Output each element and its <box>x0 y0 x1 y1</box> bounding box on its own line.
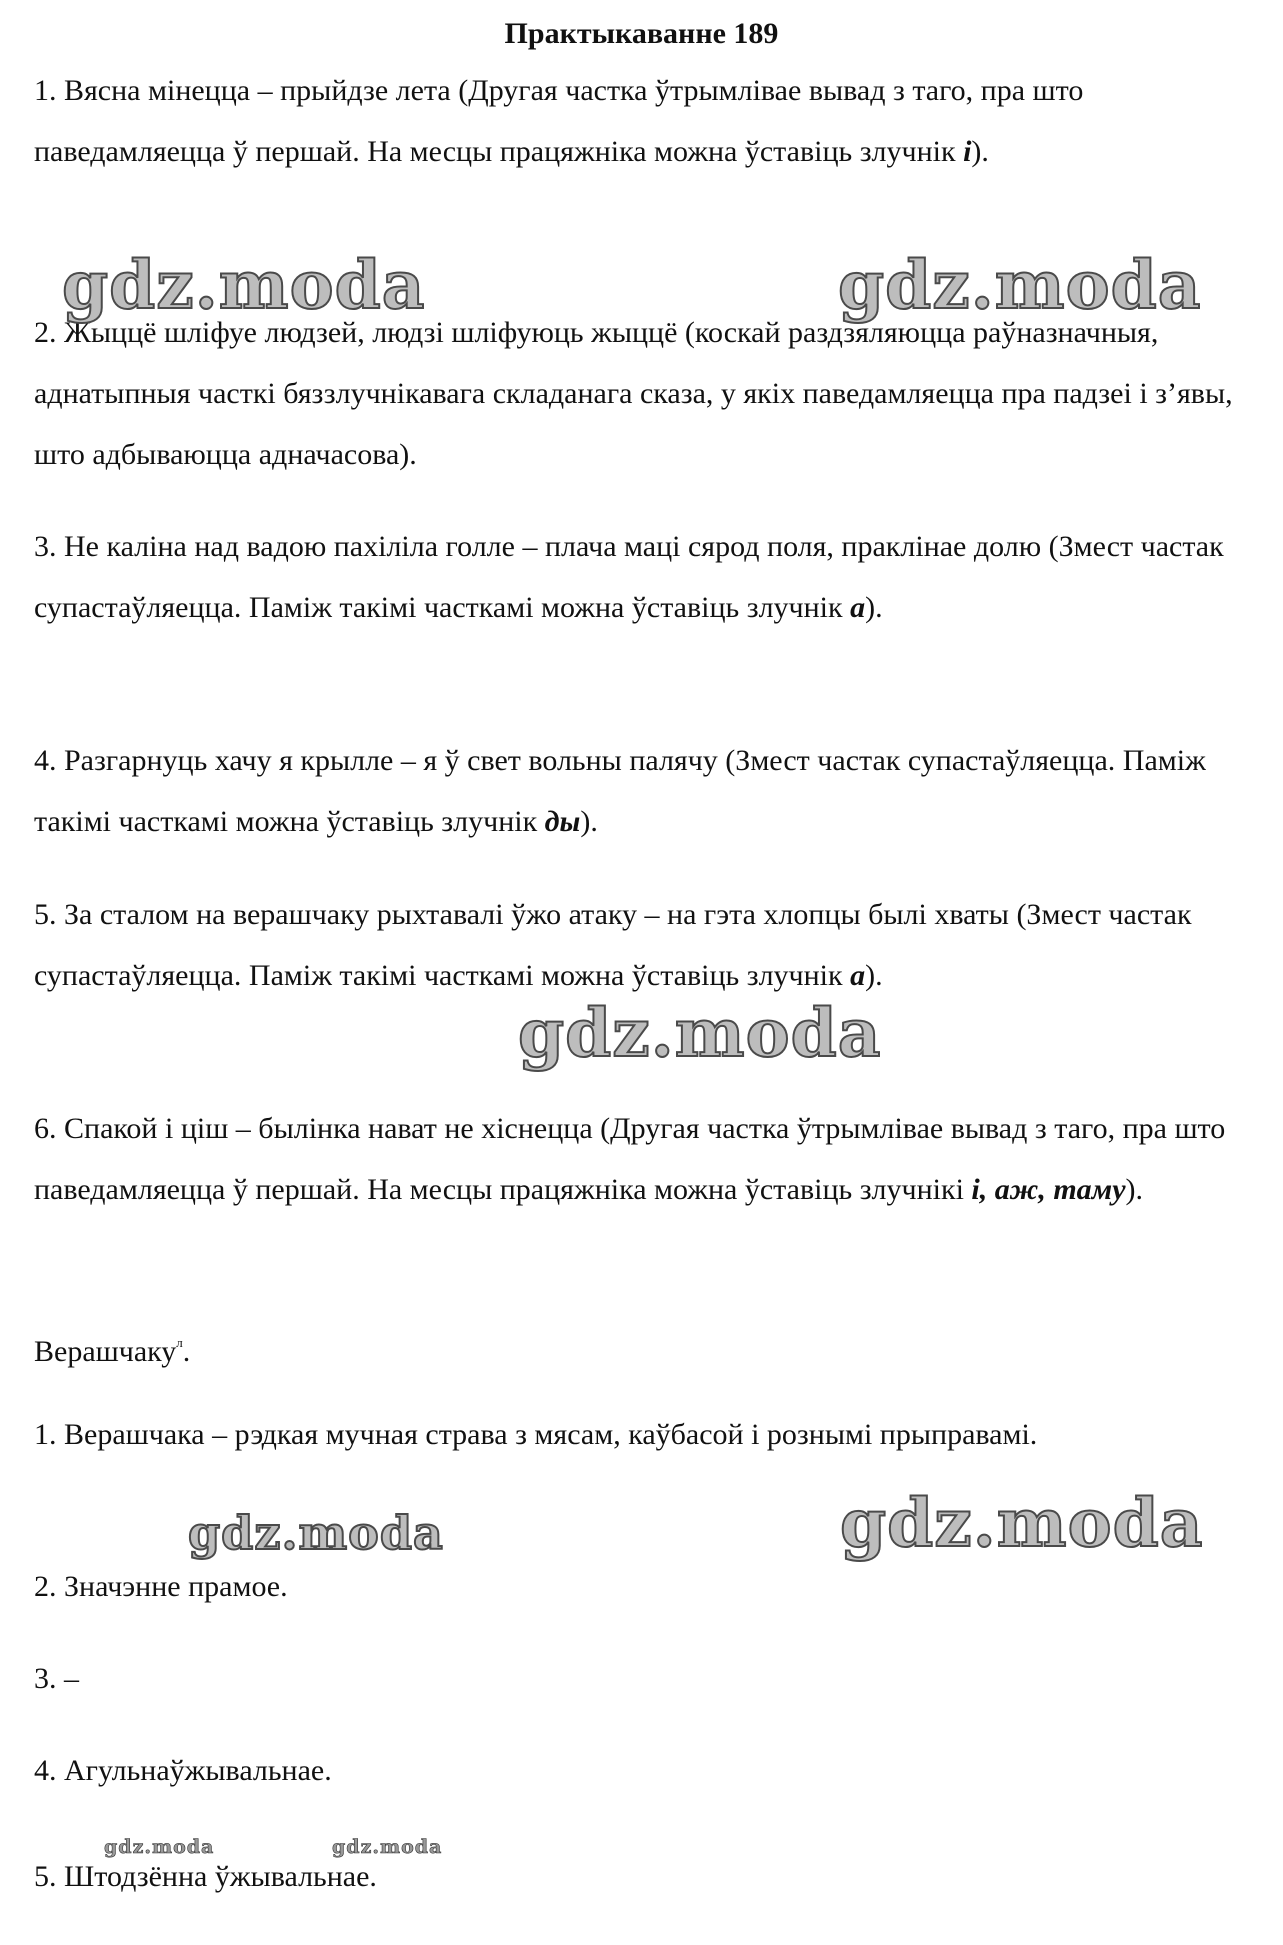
exercise-item-2 <box>34 302 1249 485</box>
word-text: Верашчаку <box>34 1335 177 1368</box>
item-number: 5. <box>34 898 57 931</box>
analysis-item-3 <box>34 1648 1249 1709</box>
page-title: Практыкаванне 189 <box>504 17 779 50</box>
item-tail: ). <box>865 959 883 992</box>
item-text: Вясна мінецца – прыйдзе лета (Другая частка ўтрымлівае вывад з таго, пра што паведамляецца ў першай. На месцы працяжніка можна ўставіць злучнік <box>34 74 1084 168</box>
item-tail: ). <box>580 805 598 838</box>
word-mark: л <box>176 1335 183 1350</box>
item-tail: ). <box>1125 1173 1144 1206</box>
word-tail: . <box>182 1335 191 1368</box>
exercise-item-5 <box>34 884 1249 1006</box>
item-text: Штодзённа ўжывальнае. <box>64 1860 377 1893</box>
item-number: 2. <box>34 1570 57 1603</box>
item-emphasis: а <box>850 591 866 624</box>
item-number: 1. <box>34 1418 57 1451</box>
item-emphasis: і, аж, таму <box>971 1173 1126 1206</box>
watermark: gdz.moda <box>840 1484 1204 1562</box>
analysis-item-2 <box>34 1556 1249 1617</box>
item-text: Разгарнуць хачу я крылле – я ў свет вольны палячу (Змест частак супастаўляецца. Паміж такімі часткамі можна ўставіць злучнік <box>34 744 1206 838</box>
analysis-item-1 <box>34 1404 1044 1465</box>
item-text: Значэнне прамое. <box>64 1570 288 1603</box>
item-tail: ). <box>865 591 883 624</box>
item-number: 4. <box>34 1754 57 1787</box>
item-text: – <box>64 1662 79 1695</box>
item-emphasis: а <box>850 959 866 992</box>
item-number: 2. <box>34 316 57 349</box>
exercise-item-1 <box>34 60 1249 182</box>
item-number: 6. <box>34 1112 57 1145</box>
item-text: Агульнаўжывальнае. <box>64 1754 332 1787</box>
item-number: 3. <box>34 530 57 563</box>
item-number: 1. <box>34 74 57 107</box>
watermark: gdz.moda <box>518 994 882 1072</box>
word-heading <box>34 1312 1249 1382</box>
item-text: За сталом на верашчаку рыхтавалі ўжо атаку – на гэта хлопцы былі хваты (Змест частак супастаўляецца. Паміж такімі часткамі можна ўставіць злучнік <box>34 898 1192 992</box>
item-emphasis: ды <box>544 805 581 838</box>
exercise-item-4 <box>34 730 1249 852</box>
item-text: Спакой і ціш – былінка нават не хіснецца (Другая частка ўтрымлівае вывад з таго, пра што паведамляецца ў першай. На месцы працяжніка можна ўставіць злучнікі <box>34 1112 1226 1206</box>
analysis-item-4 <box>34 1740 1249 1801</box>
item-text: Не каліна над вадою пахіліла голле – плача маці сярод поля, праклінае долю (Змест частак супастаўляецца. Паміж такімі часткамі можна ўставіць злучнік <box>34 530 1224 624</box>
watermark: gdz.moda <box>332 1836 443 1858</box>
item-number: 3. <box>34 1662 57 1695</box>
item-tail: ). <box>971 135 989 168</box>
watermark: gdz.moda <box>62 246 426 324</box>
item-text: Жыццё шліфуе людзей, людзі шліфуюць жыццё (коскай раздзяляюцца раўназначныя, аднатыпныя часткі бяззлучнікавага складанага сказа, у якіх паведамляецца пра падзеі і з’явы, што адбываюцца адначасова). <box>34 316 1233 471</box>
item-number: 5. <box>34 1860 57 1893</box>
item-number: 4. <box>34 744 57 777</box>
item-text: Верашчака – рэдкая мучная страва з мясам, каўбасой і рознымі прыправамі. <box>64 1418 1038 1451</box>
watermark: gdz.moda <box>188 1506 444 1560</box>
exercise-item-3 <box>34 516 1249 638</box>
analysis-item-5 <box>34 1846 1249 1907</box>
watermark: gdz.moda <box>104 1836 215 1858</box>
watermark: gdz.moda <box>838 246 1202 324</box>
item-emphasis: і <box>963 135 972 168</box>
exercise-item-6 <box>34 1098 1249 1220</box>
